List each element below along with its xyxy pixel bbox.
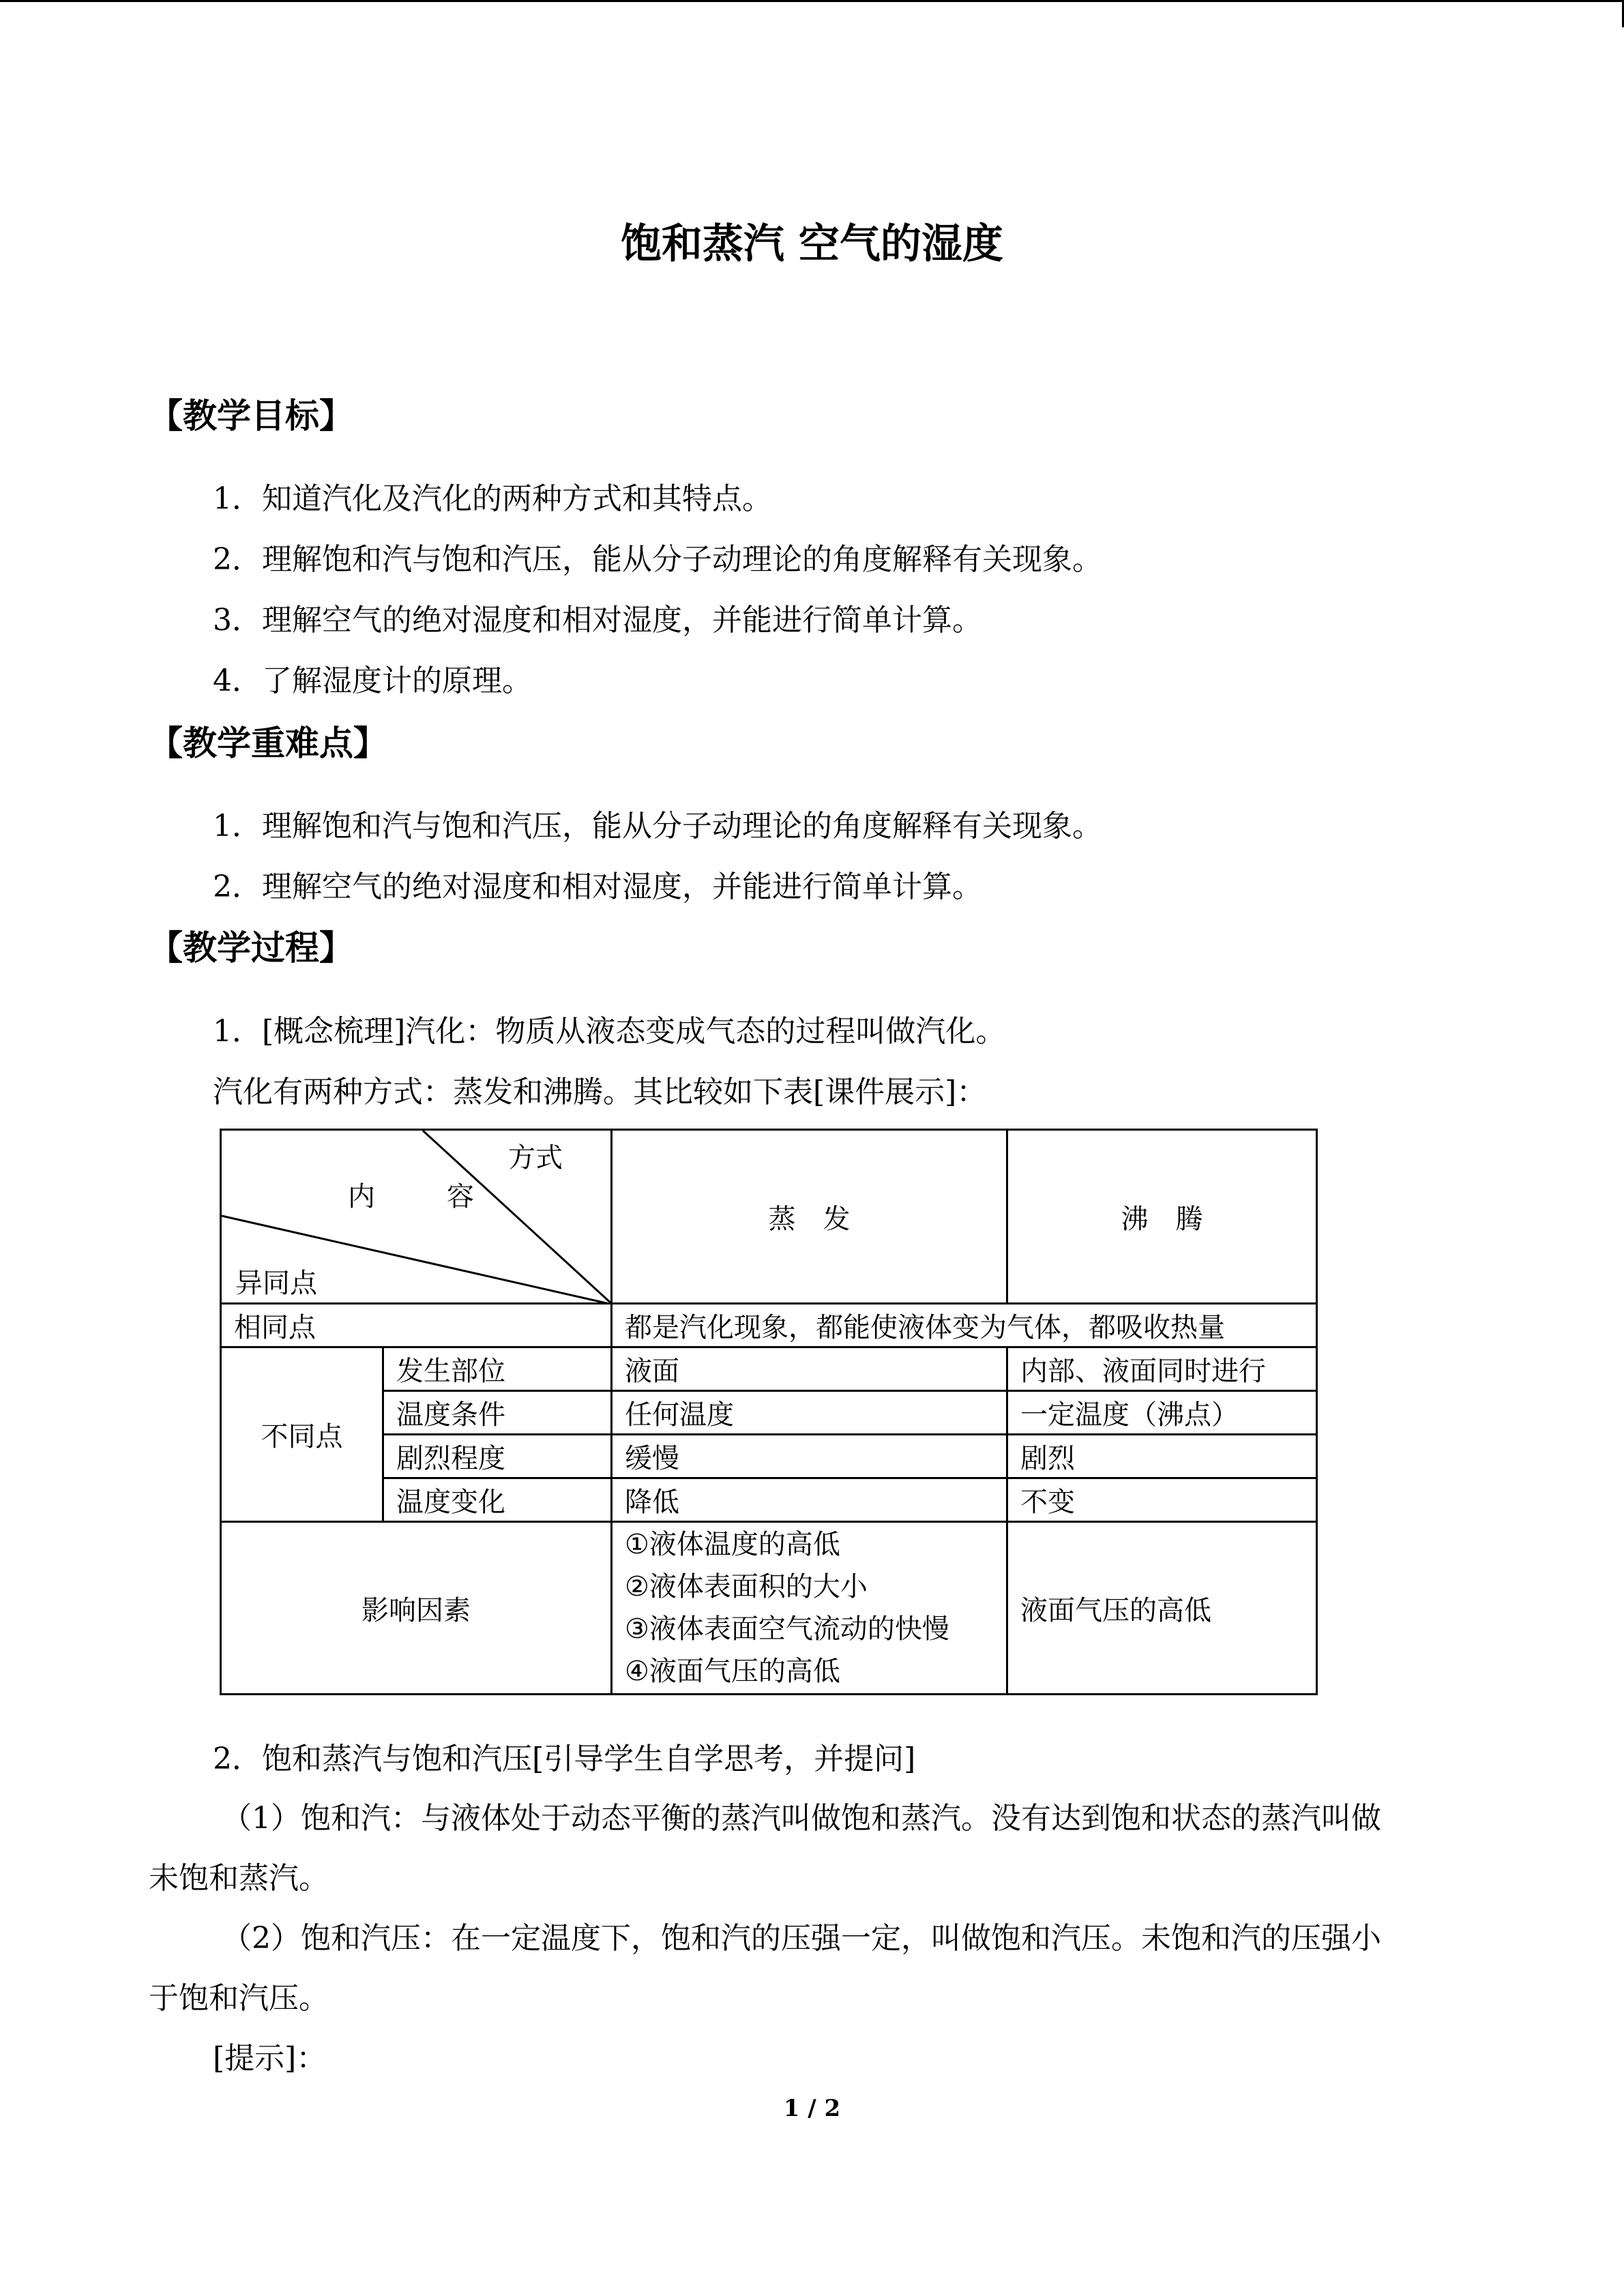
objective-item: 4．了解湿度计的原理。 [213,664,532,698]
row-evap: 降低 [612,1478,1007,1522]
comparison-table [220,1129,1318,1695]
header-way: 方式 [508,1142,563,1174]
row-evap: 缓慢 [612,1435,1007,1478]
process-paragraph: 汽化有两种方式：蒸发和沸腾。其比较如下表[课件展示]： [213,1075,987,1109]
column-boiling: 沸 腾 [1007,1130,1317,1304]
factor-item: ②液体表面积的大小 [625,1571,868,1602]
row-evap: 液面 [612,1347,1007,1391]
process-paragraph: 于饱和汽压。 [149,1981,329,2016]
row-boil: 不变 [1007,1478,1317,1522]
page-top-border [0,0,1624,2]
header-content-1: 内 [348,1181,375,1212]
row-label: 温度变化 [383,1478,612,1522]
same-label: 相同点 [221,1304,612,1347]
key-point-item: 2．理解空气的绝对湿度和相对湿度，并能进行简单计算。 [213,869,982,904]
row-boil: 剧烈 [1007,1435,1317,1478]
factor-item: ④液面气压的高低 [625,1656,840,1687]
process-paragraph: 1．[概念梳理]汽化：物质从液态变成气态的过程叫做汽化。 [213,1014,1006,1049]
row-boil: 一定温度（沸点） [1007,1391,1317,1435]
factor-item: ①液体温度的高低 [625,1529,840,1560]
process-paragraph: [提示]： [213,2041,327,2076]
factor-label: 影响因素 [221,1522,612,1695]
column-evaporation: 蒸 发 [612,1130,1007,1304]
process-heading: 【教学过程】 [149,928,353,968]
process-paragraph: （2）饱和汽压：在一定温度下，饱和汽的压强一定，叫做饱和汽压。未饱和汽的压强小 [222,1921,1381,1956]
boil-factor: 液面气压的高低 [1007,1522,1317,1695]
row-boil: 内部、液面同时进行 [1007,1347,1317,1391]
page-title: 饱和蒸汽 空气的湿度 [621,220,1003,268]
key-points-heading: 【教学重难点】 [149,724,387,763]
row-label: 发生部位 [383,1347,612,1391]
row-label: 温度条件 [383,1391,612,1435]
header-content-2: 容 [447,1181,474,1212]
key-point-item: 1．理解饱和汽与饱和汽压，能从分子动理论的角度解释有关现象。 [213,809,1102,844]
objectives-heading: 【教学目标】 [149,396,353,436]
objective-item: 3．理解空气的绝对湿度和相对湿度，并能进行简单计算。 [213,603,982,638]
page-number: 1 / 2 [783,2095,841,2122]
row-evap: 任何温度 [612,1391,1007,1435]
process-paragraph: 2．饱和蒸汽与饱和汽压[引导学生自学思考，并提问] [213,1742,916,1776]
diff-label: 不同点 [221,1347,383,1522]
factor-item: ③液体表面空气流动的快慢 [625,1613,949,1645]
process-paragraph: （1）饱和汽：与液体处于动态平衡的蒸汽叫做饱和蒸汽。没有达到饱和状态的蒸汽叫做 [222,1801,1381,1836]
objective-item: 2．理解饱和汽与饱和汽压，能从分子动理论的角度解释有关现象。 [213,542,1102,577]
same-text: 都是汽化现象，都能使液体变为气体，都吸收热量 [612,1304,1317,1347]
diagonal-header-cell [221,1130,612,1304]
row-label: 剧烈程度 [383,1435,612,1478]
header-diff: 异同点 [235,1268,317,1299]
objective-item: 1．知道汽化及汽化的两种方式和其特点。 [213,481,772,516]
evap-factors [612,1522,1007,1695]
process-paragraph: 未饱和蒸汽。 [149,1861,329,1896]
